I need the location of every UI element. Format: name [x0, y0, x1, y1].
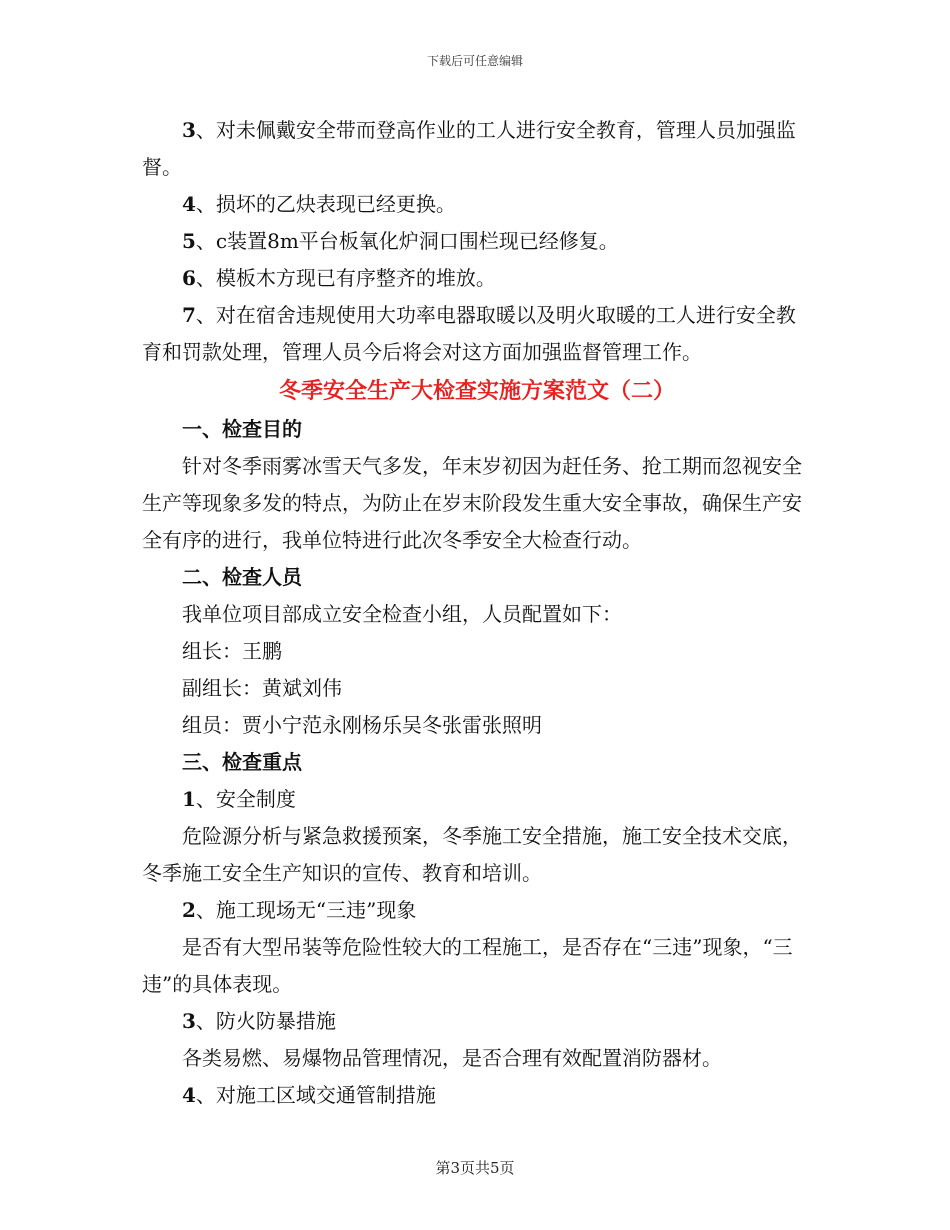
item-number: 2	[182, 898, 196, 922]
item-title: 、施工现场无“三违”现象	[195, 898, 417, 922]
section-paragraph: 我单位项目部成立安全检查小组，人员配置如下：	[182, 602, 622, 626]
item-number: 4	[182, 192, 196, 216]
team-members: 组员：贾小宁范永刚杨乐吴冬张雷张照明	[182, 713, 542, 737]
document-body	[142, 112, 812, 1114]
item-text: 、对未佩戴安全带而登高作业的工人进行安全教育，管理人员加强监督。	[142, 118, 796, 179]
subsection-body: 是否有大型吊装等危险性较大的工程施工，是否存在“三违”现象，“三违”的具体表现。	[142, 935, 793, 996]
item-number: 3	[182, 118, 196, 142]
list-item	[142, 186, 812, 223]
item-number: 3	[182, 1009, 196, 1033]
subsection-body: 危险源分析与紧急救援预案，冬季施工安全措施，施工安全技术交底，冬季施工安全生产知识的宣传、教育和培训。	[142, 824, 802, 885]
list-item	[142, 297, 812, 371]
item-number: 5	[182, 229, 196, 253]
list-item	[142, 223, 812, 260]
section-heading: 二、检查人员	[182, 565, 302, 589]
item-number: 7	[182, 303, 196, 327]
item-title: 、对施工区域交通管制措施	[195, 1083, 436, 1107]
team-deputy: 副组长：黄斌刘伟	[182, 676, 342, 700]
section-heading: 一、检查目的	[182, 417, 302, 441]
item-number: 4	[182, 1083, 196, 1107]
page-footer-number: 第3页共5页	[435, 1159, 515, 1177]
item-text: 、对在宿舍违规使用大功率电器取暖以及明火取暖的工人进行安全教育和罚款处理，管理人员今后将会对这方面加强监督管理工作。	[142, 303, 796, 364]
page-header-note: 下载后可任意编辑	[426, 54, 523, 68]
section-heading: 三、检查重点	[182, 750, 302, 774]
subsection-title	[142, 1077, 812, 1114]
item-title: 、防火防暴措施	[195, 1009, 336, 1033]
list-item	[142, 260, 812, 297]
subsection-title	[142, 892, 812, 929]
item-text: 、模板木方现已有序整齐的堆放。	[195, 266, 496, 290]
subsection-title	[142, 781, 812, 818]
item-text: 、损坏的乙炔表现已经更换。	[195, 192, 456, 216]
subsection-body: 各类易燃、易爆物品管理情况，是否合理有效配置消防器材。	[182, 1046, 722, 1070]
section-paragraph: 针对冬季雨雾冰雪天气多发，年末岁初因为赶任务、抢工期而忽视安全生产等现象多发的特点，为防止在岁末阶段发生重大安全事故，确保生产安全有序的进行，我单位特进行此次冬季安全大检查行动。	[142, 454, 802, 552]
team-leader: 组长：王鹏	[182, 639, 282, 663]
item-title: 、安全制度	[195, 787, 296, 811]
list-item	[142, 112, 812, 186]
subsection-title	[142, 1003, 812, 1040]
item-number: 6	[182, 266, 196, 290]
document-title: 冬季安全生产大检查实施方案范文（二）	[278, 378, 675, 404]
item-number: 1	[182, 787, 196, 811]
item-text: 、c装置8m平台板氧化炉洞口围栏现已经修复。	[195, 229, 619, 253]
